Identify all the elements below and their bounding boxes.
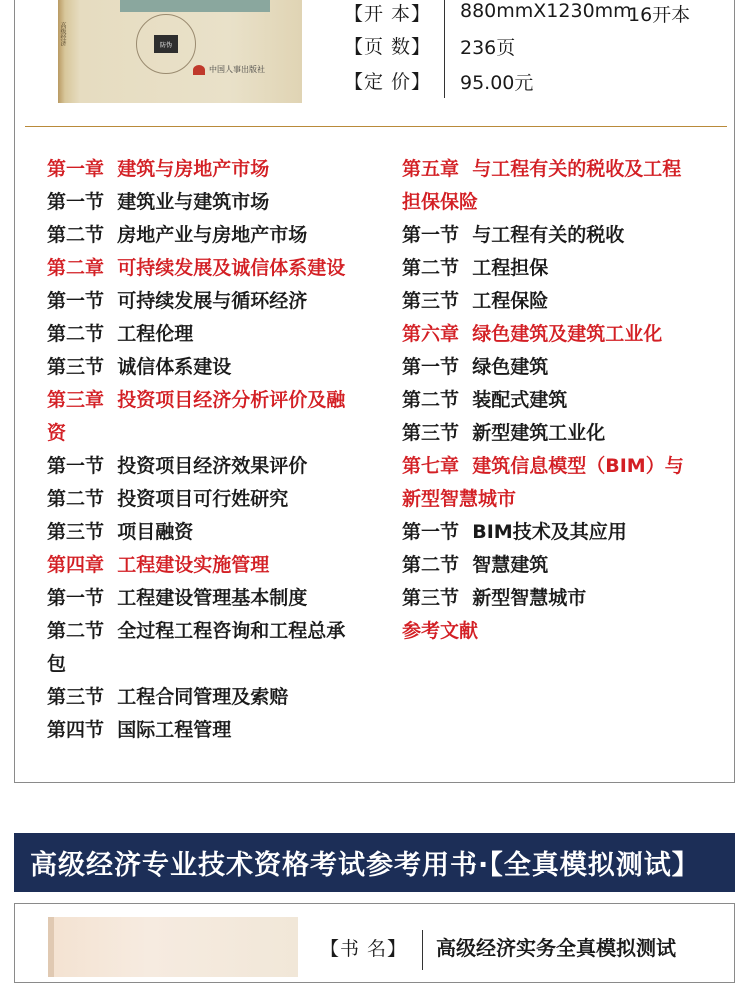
series-banner xyxy=(14,833,735,892)
toc-section-item: 第三节 项目融资 xyxy=(47,521,194,543)
spec-row-format xyxy=(344,0,444,27)
toc-chapter-heading: 担保保险 xyxy=(402,191,479,213)
spec-key: 【页 数】 xyxy=(344,35,432,58)
toc-section-item: 第一节 建筑业与建筑市场 xyxy=(47,191,270,213)
toc-chapter-heading: 第一章 建筑与房地产市场 xyxy=(47,158,270,180)
toc-left-column xyxy=(47,153,387,747)
toc-section-item: 包 xyxy=(47,653,67,675)
seal-text: 防伪 xyxy=(154,35,178,53)
cover-band xyxy=(120,0,270,12)
toc-section-item: 第三节 新型智慧城市 xyxy=(402,587,587,609)
spec-extra-format: 16开本 xyxy=(628,4,691,26)
book2-cover-image xyxy=(48,917,298,977)
book2-spine xyxy=(48,917,54,977)
toc-section-item: 第二节 工程担保 xyxy=(402,257,549,279)
toc-chapter-heading: 资 xyxy=(47,422,67,444)
toc-section-item: 第三节 新型建筑工业化 xyxy=(402,422,606,444)
toc-section-item: 第一节 工程建设管理基本制度 xyxy=(47,587,308,609)
book2-spec-divider xyxy=(422,930,423,970)
toc-chapter-heading: 第二章 可持续发展及诚信体系建设 xyxy=(47,257,346,279)
toc-chapter-heading: 第四章 工程建设实施管理 xyxy=(47,554,270,576)
toc-section-item: 第三节 工程保险 xyxy=(402,290,549,312)
toc-right-column xyxy=(402,153,742,648)
cover-spine-text: 高级经济 xyxy=(59,22,66,46)
toc-section-item: 第一节 与工程有关的税收 xyxy=(402,224,625,246)
publisher-mark-icon xyxy=(193,65,205,75)
publisher-logo xyxy=(193,64,265,75)
toc-chapter-heading: 第三章 投资项目经济分析评价及融 xyxy=(47,389,346,411)
book2-spec-key: 【书 名】 xyxy=(320,938,408,960)
toc-section-item: 第二节 投资项目可行姓研究 xyxy=(47,488,289,510)
toc-section-item: 第二节 全过程工程咨询和工程总承 xyxy=(47,620,346,642)
toc-chapter-heading: 第五章 与工程有关的税收及工程 xyxy=(402,158,682,180)
spec-row-price xyxy=(344,65,444,95)
spec-value-format: 880mmX1230mm xyxy=(460,0,632,22)
anti-counterfeit-seal-icon xyxy=(136,14,196,74)
toc-section-item: 第三节 诚信体系建设 xyxy=(47,356,232,378)
toc-chapter-heading: 参考文献 xyxy=(402,620,479,642)
toc-section-item: 第二节 装配式建筑 xyxy=(402,389,568,411)
spec-value-price: 95.00元 xyxy=(460,72,534,94)
banner-title: 高级经济专业技术资格考试参考用书·【全真模拟测试】 xyxy=(30,850,700,881)
toc-chapter-heading: 第七章 建筑信息模型（BIM）与 xyxy=(402,455,684,477)
toc-section-item: 第一节 可持续发展与循环经济 xyxy=(47,290,308,312)
spec-value-pages: 236页 xyxy=(460,37,516,59)
toc-section-item: 第二节 房地产业与房地产市场 xyxy=(47,224,308,246)
spec-divider xyxy=(444,0,445,98)
book-cover-image xyxy=(58,0,302,103)
toc-section-item: 第三节 工程合同管理及索赔 xyxy=(47,686,289,708)
toc-section-item: 第二节 工程伦理 xyxy=(47,323,194,345)
spec-row-pages xyxy=(344,30,444,60)
book2-spec-value: 高级经济实务全真模拟测试 xyxy=(436,936,676,960)
toc-chapter-heading: 第六章 绿色建筑及建筑工业化 xyxy=(402,323,663,345)
toc-section-item: 第一节 投资项目经济效果评价 xyxy=(47,455,308,477)
toc-section-item: 第一节 绿色建筑 xyxy=(402,356,549,378)
publisher-name: 中国人事出版社 xyxy=(209,65,265,74)
toc-section-item: 第四节 国际工程管理 xyxy=(47,719,232,741)
toc-section-item: 第二节 智慧建筑 xyxy=(402,554,549,576)
spec-key: 【开 本】 xyxy=(344,2,432,25)
toc-section-item: 第一节 BIM技术及其应用 xyxy=(402,521,627,543)
spec-key: 【定 价】 xyxy=(344,70,432,93)
section-divider xyxy=(25,126,727,127)
toc-chapter-heading: 新型智慧城市 xyxy=(402,488,517,510)
